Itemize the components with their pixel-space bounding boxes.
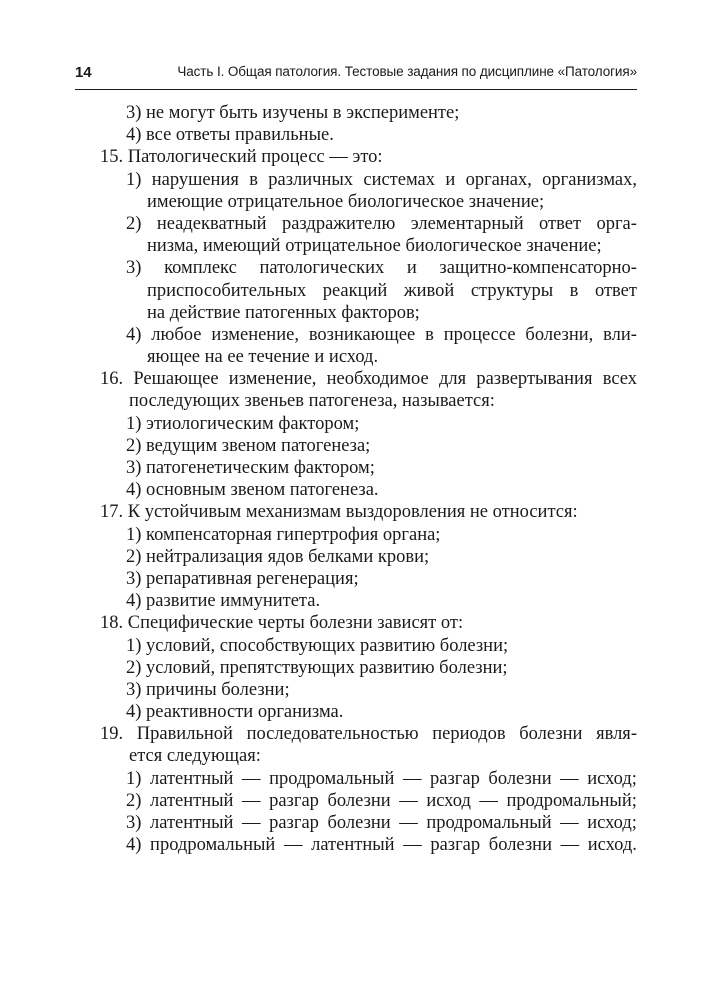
question-line: 16. Решающее изменение, необходимое для развертывания всех (100, 369, 637, 390)
text-line: последующих звеньев патогенеза, называется: (129, 391, 495, 412)
test-questions-body (100, 102, 637, 856)
answer-option-line: 2) условий, препятствующих развитию болезни; (126, 657, 508, 678)
text-line: низма, имеющий отрицательное биологическое значение; (147, 236, 602, 257)
answer-option-line: 1) латентный — продромальный — разгар болезни — исход; (126, 768, 637, 789)
text-line: приспособительных реакций живой структуры в ответ (147, 280, 637, 301)
running-title: Часть I. Общая патология. Тестовые задания по дисциплине «Патология» (177, 64, 637, 79)
question-line: 15. Патологический процесс — это: (100, 147, 383, 168)
answer-option-line: 4) продромальный — латентный — разгар болезни — исход. (126, 835, 637, 856)
answer-option-line: 4) реактивности организма. (126, 702, 344, 723)
text-line: яющее на ее течение и исход. (147, 347, 379, 368)
header-rule (75, 89, 637, 90)
answer-option-line: 3) не могут быть изучены в эксперименте; (126, 103, 460, 123)
question-line: 19. Правильной последовательностью периодов болезни явля- (100, 724, 637, 745)
answer-option-line: 3) репаративная регенерация; (126, 568, 359, 589)
answer-option-line: 4) основным звеном патогенеза. (126, 480, 379, 501)
page-number: 14 (75, 64, 92, 81)
answer-option-line: 1) условий, способствующих развитию болезни; (126, 635, 509, 656)
answer-option-line: 3) патогенетическим фактором; (126, 458, 375, 478)
question-line: 18. Специфические черты болезни зависят от: (100, 613, 464, 634)
answer-option-line: 1) компенсаторная гипертрофия органа; (126, 524, 441, 545)
answer-option-line: 2) неадекватный раздражителю элементарный ответ орга- (126, 213, 637, 234)
answer-option-line: 3) латентный — разгар болезни — продромальный — исход; (126, 813, 637, 833)
answer-option-line: 2) латентный — разгар болезни — исход — продромальный; (126, 790, 637, 811)
text-line: ется следующая: (129, 746, 261, 767)
question-line: 17. К устойчивым механизмам выздоровления не относится: (100, 502, 578, 523)
answer-option-line: 1) этиологическим фактором; (126, 413, 360, 434)
answer-option-line: 3) комплекс патологических и защитно-компенсаторно- (126, 258, 637, 279)
answer-option-line: 4) любое изменение, возникающее в процессе болезни, вли- (126, 324, 637, 345)
answer-option-line: 2) нейтрализация ядов белками крови; (126, 546, 430, 567)
text-line: имеющие отрицательное биологическое значение; (147, 191, 545, 212)
answer-option-line: 1) нарушения в различных системах и органах, организмах, (126, 169, 637, 190)
answer-option-line: 2) ведущим звеном патогенеза; (126, 435, 371, 456)
answer-option-line: 3) причины болезни; (126, 679, 290, 700)
answer-option-line: 4) все ответы правильные. (126, 125, 334, 146)
page-header (75, 64, 637, 86)
text-line: на действие патогенных факторов; (147, 302, 420, 323)
answer-option-line: 4) развитие иммунитета. (126, 591, 321, 612)
